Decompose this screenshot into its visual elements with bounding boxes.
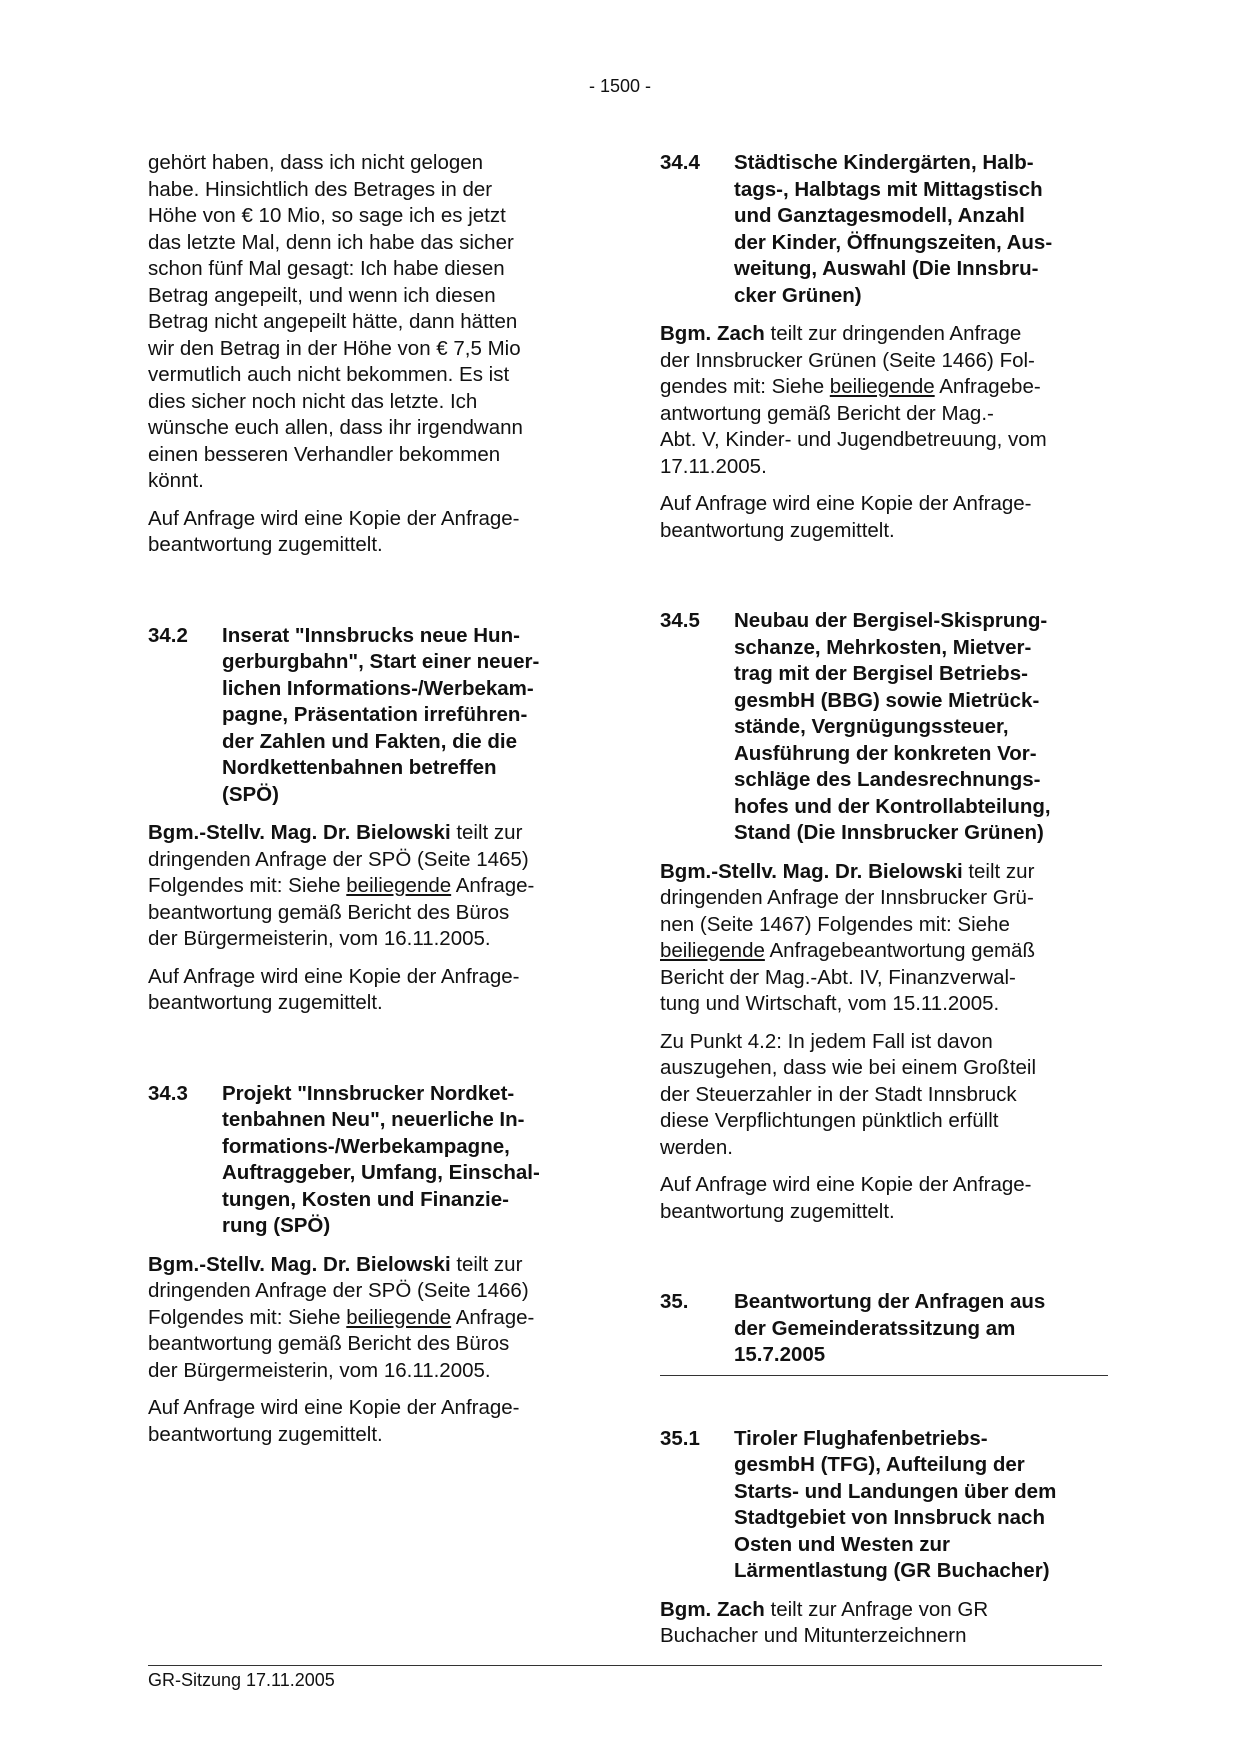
section-note: Auf Anfrage wird eine Kopie der Anfrage- beantwortung zugemittelt. <box>148 964 520 1014</box>
section-body <box>660 321 1102 480</box>
section-gap <box>660 555 1102 608</box>
body-text: teilt zur dringenden Anfrage der Innsbrucker Grü- nen (Seite 1467) Folgendes mit: Siehe <box>660 859 1035 936</box>
section-heading-34-3 <box>148 1081 590 1240</box>
body-text: Anfragebeantwortung gemäß Bericht der Mag.-Abt. IV, Finanzverwal- tung und Wirtschaft, vom 15.11.2005. <box>660 939 1035 1015</box>
section-body <box>148 1252 590 1385</box>
section-title: Tiroler Flughafenbetriebs- gesmbH (TFG), Aufteilung der Starts- und Landungen über dem Stadtgebiet von Innsbruck nach Osten und Westen zur Lärmentlastung (GR Buchacher) <box>734 1426 1057 1582</box>
attachment-link[interactable]: beiliegende <box>829 375 935 398</box>
section-title: Beantwortung der Anfragen aus der Gemeinderatssitzung am 15.7.2005 <box>734 1290 1046 1366</box>
intro-note: Auf Anfrage wird eine Kopie der Anfrage- beantwortung zugemittelt. <box>148 506 520 556</box>
speaker-name: Bgm.-Stellv. Mag. Dr. Bielowski <box>148 1252 451 1276</box>
attachment-link[interactable]: beiliegende <box>346 874 452 897</box>
body-text: teilt zur dringenden Anfrage der Innsbrucker Grünen (Seite 1466) Fol- gendes mit: Siehe <box>660 322 1035 398</box>
body-text: teilt zur Anfrage von GR Buchacher und Mitunterzeichnern <box>660 1597 989 1647</box>
section-heading-34-5 <box>660 608 1102 847</box>
attachment-link[interactable]: beiliegende <box>660 939 765 962</box>
section-heading-35 <box>660 1289 1102 1369</box>
footer-text: GR-Sitzung 17.11.2005 <box>148 1670 335 1690</box>
page-number: - 1500 - <box>588 76 652 96</box>
section-body <box>660 1597 1102 1650</box>
section-number: 35. <box>660 1290 689 1313</box>
section-title: Städtische Kindergärten, Halb- tags-, Halbtags mit Mittagstisch und Ganztagesmodell, Anzahl der Kinder, Öffnungszeiten, Aus- weitung, Auswahl (Die Innsbru- cker Grünen) <box>734 151 1053 307</box>
attachment-link[interactable]: beiliegende <box>346 1305 452 1329</box>
section-number: 34.5 <box>660 609 700 632</box>
section-title: Inserat "Innsbrucks neue Hun- gerburgbahn", Start einer neuer- lichen Informations-/Werbekam- pagne, Präsentation irreführen- der Zahlen und Fakten, die die Nordkettenbahnen betreffen (SPÖ) <box>222 623 540 806</box>
body-text: Anfragebe- antwortung gemäß Bericht der Mag.- Abt. V, Kinder- und Jugendbetreuung, vom 17.11.2005. <box>660 375 1047 478</box>
speaker-name: Bgm. Zach <box>660 322 765 345</box>
section-gap <box>660 1236 1102 1289</box>
body-text: teilt zur dringenden Anfrage der SPÖ (Seite 1465) Folgendes mit: Siehe <box>148 821 529 897</box>
section-number: 34.3 <box>148 1081 188 1105</box>
body-text: teilt zur dringenden Anfrage der SPÖ (Seite 1466) Folgendes mit: Siehe <box>148 1252 529 1329</box>
section-gap <box>148 1028 590 1081</box>
intro-text: gehört haben, dass ich nicht gelogen habe. Hinsichtlich des Betrages in der Höhe von € 10 Mio, so sage ich es jetzt das letzte Mal, denn ich habe das sicher schon fünf Mal gesagt: Ich habe diesen Betrag angepeilt, und wenn ich diesen Betrag nicht angepeilt hätte, dann hätten wir den Betrag in der Höhe von € 7,5 Mio vermutlich auch nicht bekommen. Es ist dies sicher noch nicht das letzte. Ich wünsche euch allen, dass ihr irgendwann einen besseren Verhandler bekommen könnt. <box>148 151 523 492</box>
body-text: Anfrage- beantwortung gemäß Bericht des Büros der Bürgermeisterin, vom 16.11.2005. <box>148 874 535 950</box>
section-heading-34-2 <box>148 623 590 809</box>
section-heading-34-4 <box>660 150 1102 309</box>
right-column <box>660 150 1102 1661</box>
speaker-name: Bgm.-Stellv. Mag. Dr. Bielowski <box>660 859 963 883</box>
speaker-name: Bgm.-Stellv. Mag. Dr. Bielowski <box>148 821 451 844</box>
section-body <box>148 820 590 953</box>
section-title: Projekt "Innsbrucker Nordket- tenbahnen Neu", neuerliche In- formations-/Werbekampagne, Auftraggeber, Umfang, Einschal- tungen, Kosten und Finanzie- rung (SPÖ) <box>222 1081 540 1237</box>
section-number: 34.4 <box>660 151 700 174</box>
section-body <box>660 859 1102 1018</box>
section-number: 35.1 <box>660 1426 700 1450</box>
speaker-name: Bgm. Zach <box>660 1597 765 1621</box>
left-column <box>148 150 590 1459</box>
body-text: Anfrage- beantwortung gemäß Bericht des Büros der Bürgermeisterin, vom 16.11.2005. <box>148 1305 535 1382</box>
footer-divider <box>148 1665 1102 1666</box>
section-note: Auf Anfrage wird eine Kopie der Anfrage- beantwortung zugemittelt. <box>660 492 1032 542</box>
section-title: Neubau der Bergisel-Skisprung- schanze, Mehrkosten, Mietver- trag mit der Bergisel Betriebs- gesmbH (BBG) sowie Mietrück- stände, Vergnügungssteuer, Ausführung der konkreten Vor- schläge des Landesrechnungs- hofes und der Kontrollabteilung, Stand (Die Innsbrucker Grünen) <box>734 609 1051 844</box>
section-note: Auf Anfrage wird eine Kopie der Anfrage- beantwortung zugemittelt. <box>148 1396 520 1446</box>
section-heading-35-1 <box>660 1426 1102 1585</box>
section-gap <box>148 570 590 623</box>
section-point: Zu Punkt 4.2: In jedem Fall ist davon auszugehen, dass wie bei einem Großteil der Steuerzahler in der Stadt Innsbruck diese Verpflichtungen pünktlich erfüllt werden. <box>660 1029 1037 1159</box>
section-number: 34.2 <box>148 623 188 647</box>
section-note: Auf Anfrage wird eine Kopie der Anfrage- beantwortung zugemittelt. <box>660 1173 1032 1223</box>
section-divider <box>660 1375 1108 1376</box>
